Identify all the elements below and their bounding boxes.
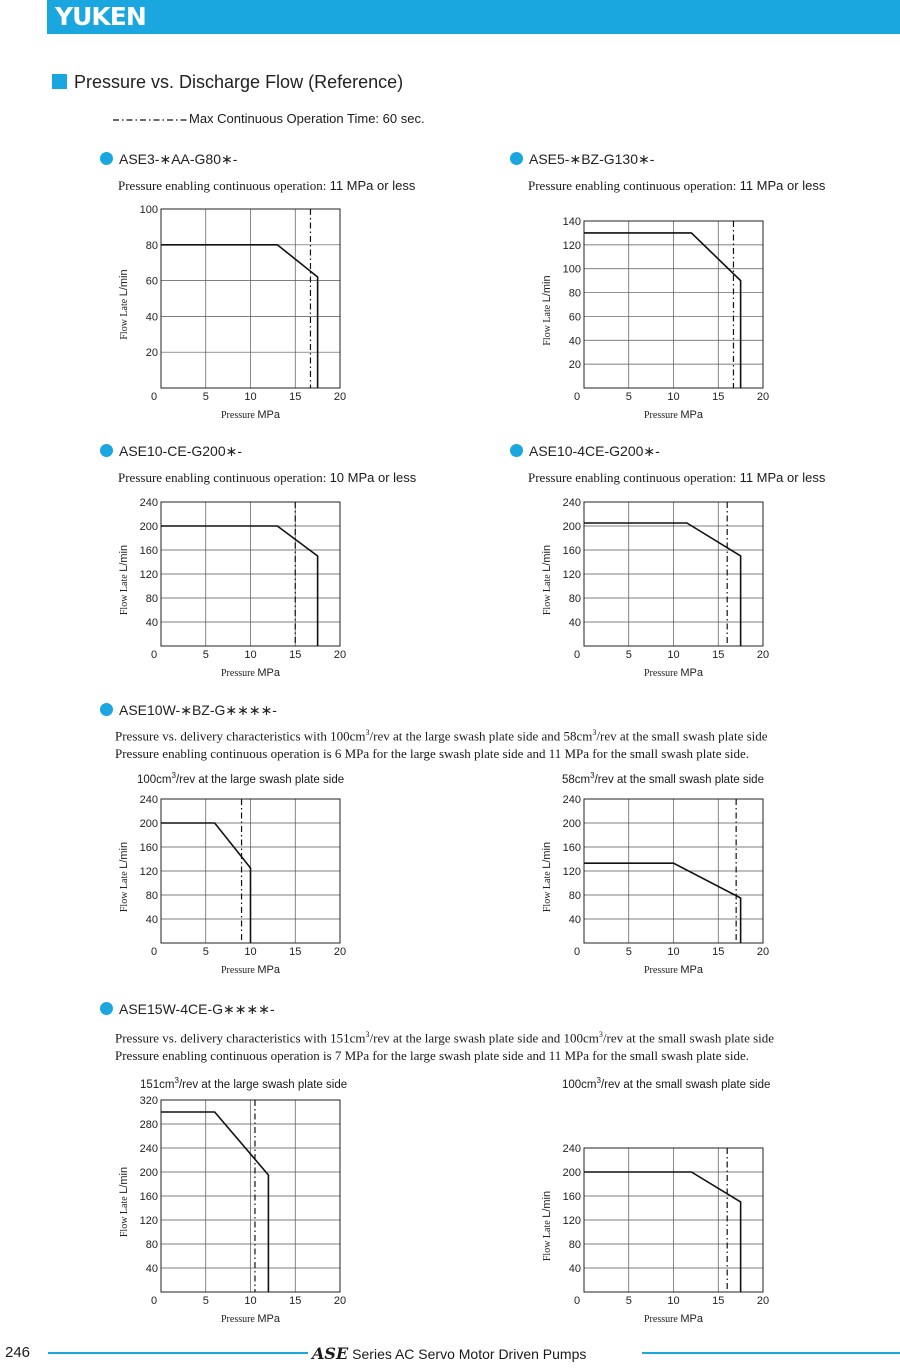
x-tick-label: 10: [244, 946, 257, 958]
y-tick-label: 100: [562, 263, 581, 276]
x-tick-label: 15: [712, 391, 725, 403]
y-tick-label: 40: [145, 311, 158, 324]
y-tick-label: 60: [568, 311, 581, 324]
x-axis-label: Pressure MPa: [220, 1313, 281, 1325]
x-tick-label: 15: [712, 946, 725, 958]
x-tick-label: 5: [202, 1295, 209, 1307]
x-axis-label: Pressure MPa: [643, 964, 704, 976]
x-tick-label: 0: [150, 1295, 158, 1307]
section-title: Pressure vs. Discharge Flow (Reference): [52, 72, 403, 93]
x-tick-label: 5: [625, 649, 632, 661]
y-tick-label: 80: [568, 287, 581, 300]
y-tick-label: 160: [139, 842, 158, 854]
model-note-ase3: Pressure enabling continuous operation: 11 MPa or less: [118, 178, 416, 193]
model-heading-ase10-4ce: ASE10-4CE-G200∗-: [510, 443, 660, 460]
x-tick-label: 15: [289, 946, 302, 958]
x-tick-label: 20: [333, 391, 347, 403]
y-tick-label: 120: [562, 866, 581, 878]
y-tick-label: 40: [145, 914, 158, 926]
y-tick-label: 80: [568, 890, 581, 902]
legend-label: Max Continuous Operation Time: 60 sec.: [189, 111, 425, 126]
x-tick-label: 10: [244, 391, 257, 403]
y-tick-label: 80: [145, 1239, 158, 1251]
y-axis-label: Flow Late L/min: [541, 1190, 553, 1262]
y-axis-label: Flow Late L/min: [118, 841, 130, 913]
y-axis-label: Flow Late L/min: [118, 544, 130, 616]
model-heading-ase5: ASE5-∗BZ-G130∗-: [510, 151, 654, 168]
y-tick-label: 120: [562, 239, 581, 252]
y-tick-label: 240: [139, 794, 158, 806]
x-tick-label: 20: [333, 946, 347, 958]
x-tick-label: 0: [573, 649, 581, 661]
x-tick-label: 10: [667, 391, 680, 403]
y-tick-label: 240: [562, 497, 581, 509]
y-tick-label: 200: [139, 1167, 158, 1179]
y-axis-label: Flow Late L/min: [118, 269, 130, 340]
y-tick-label: 320: [139, 1095, 158, 1107]
x-tick-label: 0: [573, 946, 581, 958]
yuken-logo: YUKEN: [55, 2, 146, 31]
page-number: 246: [5, 1344, 31, 1361]
chart-title-c7: $151cm^3$/rev at the large swash plate side: [140, 1076, 348, 1091]
chart-title-c6: $58cm^3$/rev at the small swash plate side: [562, 771, 764, 786]
y-tick-label: 80: [145, 593, 158, 605]
x-tick-label: 10: [667, 1295, 680, 1307]
x-axis-label: Pressure MPa: [220, 409, 281, 421]
chart-title-c8: $100cm^3$/rev at the small swash plate side: [562, 1076, 771, 1091]
y-tick-label: 160: [139, 545, 158, 557]
y-tick-label: 40: [568, 335, 581, 348]
y-tick-label: 240: [562, 1143, 581, 1155]
model-note-ase10-4ce: Pressure enabling continuous operation: 11 MPa or less: [528, 470, 826, 485]
x-tick-label: 0: [150, 946, 158, 958]
x-tick-label: 0: [573, 391, 581, 403]
footer-rule-right: [642, 1352, 900, 1354]
footer-rule-left: [48, 1352, 308, 1354]
model-note-ase5: Pressure enabling continuous operation: 11 MPa or less: [528, 178, 826, 193]
y-tick-label: 240: [139, 497, 158, 509]
y-tick-label: 160: [139, 1191, 158, 1203]
y-tick-label: 40: [145, 617, 158, 629]
x-tick-label: 10: [667, 649, 680, 661]
x-tick-label: 10: [667, 946, 680, 958]
footer-title: ASE Series AC Servo Motor Driven Pumps: [312, 1344, 587, 1363]
y-tick-label: 120: [139, 569, 158, 581]
x-tick-label: 10: [244, 649, 257, 661]
y-tick-label: 280: [139, 1119, 158, 1131]
x-axis-label: Pressure MPa: [220, 667, 281, 679]
x-tick-label: 10: [244, 1295, 257, 1307]
y-tick-label: 200: [562, 818, 581, 830]
y-tick-label: 80: [568, 593, 581, 605]
y-tick-label: 80: [145, 239, 158, 252]
y-axis-label: Flow Late L/min: [541, 841, 553, 913]
y-tick-label: 100: [139, 204, 158, 216]
x-tick-label: 5: [625, 1295, 632, 1307]
y-tick-label: 120: [139, 866, 158, 878]
y-axis-label: Flow Late L/min: [118, 1166, 130, 1238]
ase-brand-mark: ASE: [312, 1344, 349, 1363]
y-tick-label: 200: [562, 521, 581, 533]
x-tick-label: 5: [625, 946, 632, 958]
y-tick-label: 20: [568, 359, 581, 372]
x-tick-label: 20: [333, 1295, 347, 1307]
y-tick-label: 160: [562, 842, 581, 854]
x-axis-label: Pressure MPa: [643, 1313, 704, 1325]
x-tick-label: 15: [289, 649, 302, 661]
x-tick-label: 5: [202, 946, 209, 958]
y-tick-label: 200: [139, 818, 158, 830]
model-heading-ase10ce: ASE10-CE-G200∗-: [100, 443, 242, 460]
y-tick-label: 40: [145, 1263, 158, 1275]
x-tick-label: 20: [756, 649, 770, 661]
x-tick-label: 20: [756, 1295, 770, 1307]
y-tick-label: 80: [145, 890, 158, 902]
y-tick-label: 200: [562, 1167, 581, 1179]
flow-curve: [584, 1172, 741, 1292]
x-tick-label: 15: [289, 391, 302, 403]
x-tick-label: 15: [289, 1295, 302, 1307]
x-tick-label: 0: [573, 1295, 581, 1307]
y-tick-label: 200: [139, 521, 158, 533]
x-axis-label: Pressure MPa: [643, 667, 704, 679]
x-tick-label: 5: [202, 391, 209, 403]
y-tick-label: 20: [145, 347, 158, 360]
x-axis-label: Pressure MPa: [643, 409, 704, 421]
x-tick-label: 15: [712, 1295, 725, 1307]
x-tick-label: 5: [202, 649, 209, 661]
y-tick-label: 120: [139, 1215, 158, 1227]
y-tick-label: 120: [562, 1215, 581, 1227]
x-tick-label: 0: [150, 391, 158, 403]
y-axis-label: Flow Late L/min: [541, 275, 553, 346]
y-axis-label: Flow Late L/min: [541, 544, 553, 616]
x-tick-label: 20: [756, 946, 770, 958]
y-tick-label: 40: [568, 914, 581, 926]
x-tick-label: 0: [150, 649, 158, 661]
y-tick-label: 160: [562, 1191, 581, 1203]
model-heading-ase10w: ASE10W-∗BZ-G∗∗∗∗-: [100, 702, 277, 719]
y-tick-label: 40: [568, 617, 581, 629]
model-heading-ase15w: ASE15W-4CE-G∗∗∗∗-: [100, 1001, 275, 1018]
model-heading-ase3: ASE3-∗AA-G80∗-: [100, 151, 237, 168]
x-tick-label: 20: [333, 649, 347, 661]
y-tick-label: 240: [139, 1143, 158, 1155]
x-tick-label: 5: [625, 391, 632, 403]
y-tick-label: 160: [562, 545, 581, 557]
model-description-ase15w: Pressure vs. delivery characteristics with $151cm^3$/rev at the large swash plate side and $100cm^3$/rev at the small swash plate side Pressure enabling continuous operation is 7 MPa for the large swash plate side and 11 MPa for the small swash plate side.: [115, 1030, 775, 1064]
y-tick-label: 240: [562, 794, 581, 806]
model-note-ase10ce: Pressure enabling continuous operation: 10 MPa or less: [118, 470, 417, 485]
y-tick-label: 60: [145, 275, 158, 288]
y-tick-label: 120: [562, 569, 581, 581]
x-axis-label: Pressure MPa: [220, 964, 281, 976]
y-tick-label: 40: [568, 1263, 581, 1275]
y-tick-label: 80: [568, 1239, 581, 1251]
model-description-ase10w: Pressure vs. delivery characteristics with $100cm^3$/rev at the large swash plate side and $58cm^3$/rev at the small swash plate side Pressure enabling continuous operation is 6 MPa for the large swash plate side and 11 MPa for the small swash plate side.: [115, 728, 768, 762]
y-tick-label: 140: [562, 216, 581, 228]
x-tick-label: 15: [712, 649, 725, 661]
x-tick-label: 20: [756, 391, 770, 403]
chart-title-c5: $100cm^3$/rev at the large swash plate side: [137, 771, 345, 786]
